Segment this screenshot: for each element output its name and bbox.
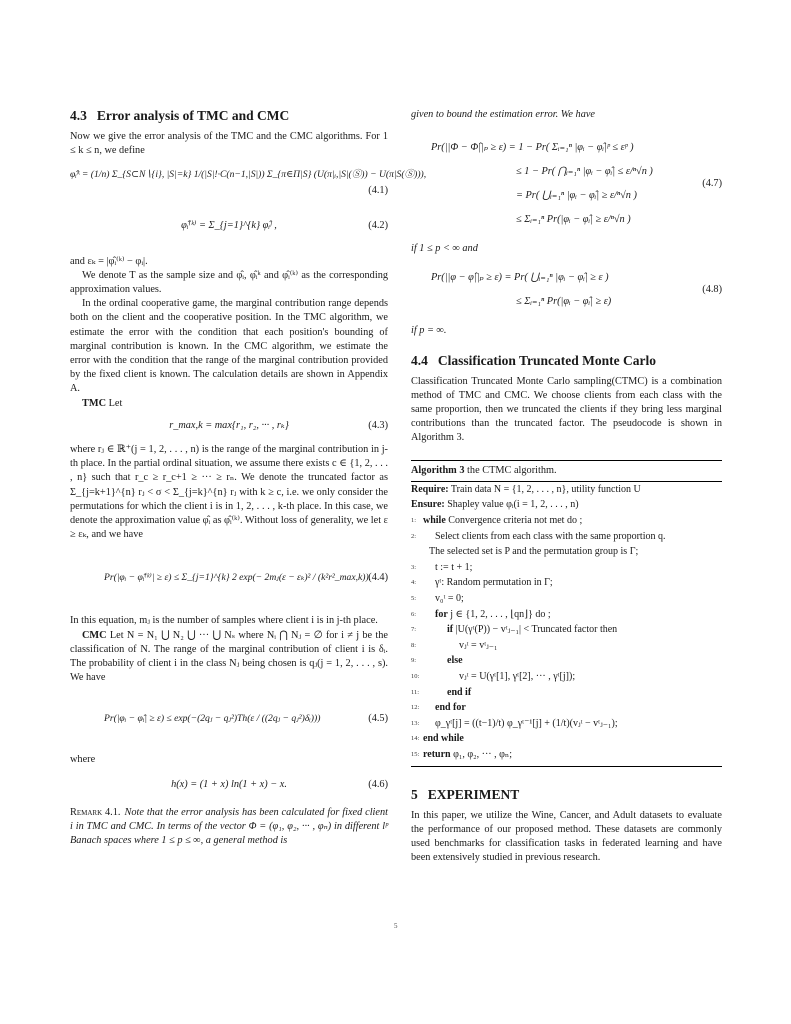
- section-heading-4-3: 4.3 Error analysis of TMC and CMC: [70, 108, 290, 123]
- algorithm-line: [411, 747, 722, 763]
- denote-paragraph: We denote T as the sample size and φ̂ᵢ, φ̂ᵢᵏ and φ̂ᵢ⁽ᵏ⁾ as the corresponding approximation values.: [70, 269, 388, 296]
- equation-4-8: Pr(||φ − φ̂||ₚ ≥ ε) = Pr( ⋃ᵢ₌₁ⁿ |φᵢ − φ̂ᵢ| ≥ ε ) ≤ Σᵢ₌₁ⁿ Pr(|φᵢ − φ̂ᵢ| ≥ ε) (4.8): [411, 266, 722, 314]
- algorithm-keyword: while: [423, 515, 446, 527]
- algorithm-text: j ∈ {1, 2, . . . , ⌊qn⌋} do ;: [447, 608, 551, 620]
- equation-4-7-line: = Pr( ⋃ᵢ₌₁ⁿ |φᵢ − φ̂ᵢ| ≥ ε/ⁿ√n ): [516, 190, 637, 202]
- equation-4-8-line: Pr(||φ − φ̂||ₚ ≥ ε) = Pr( ⋃ᵢ₌₁ⁿ |φᵢ − φ̂ᵢ| ≥ ε ): [431, 272, 609, 284]
- algorithm-keyword: end for: [435, 702, 466, 714]
- algorithm-text: vⱼᵗ = vᵗⱼ₋₁: [459, 639, 498, 651]
- algorithm-text: γᵗ: Random permutation in Γ;: [435, 577, 553, 589]
- where-paragraph: where rⱼ ∈ ℝ⁺(j = 1, 2, . . . , n) is the range of the marginal contribution in j-th place. In the partial ordinal situation, we assume there exists c ∈ {1, 2, . . . , n} such that r_c ≥ r_c+1 ≥ ··· ≥ rₙ. We denote the truncated factor as Σ_{j=k+1}^{n} rⱼ < σ < Σ_{j=k}^{n} rⱼ with k ≥ c, i.e. we only consider the permutations for which the client i is in 1, 2, . . . , k-th place. In this case, we denote the approximation value φ̂ᵢ as φ̂ᵢ⁽ᵏ⁾. Without loss of generality, we let ε ≥ εₖ, and we have: [70, 444, 388, 541]
- algorithm-text: Shapley value φᵢ(i = 1, 2, . . . , n): [444, 499, 579, 511]
- algorithm-line-number: 11:: [411, 688, 420, 696]
- algorithm-line: [411, 716, 722, 732]
- algorithm-text: vⱼᵗ = U(γᵗ[1], γᵗ[2], ··· , γᵗ[j]);: [459, 670, 576, 682]
- algorithm-line-number: 6:: [411, 610, 417, 618]
- algorithm-line: [411, 669, 722, 685]
- algorithm-line-number: 15:: [411, 750, 420, 758]
- if-p-finite-line: if 1 ≤ p < ∞ and: [411, 243, 478, 255]
- ordinal-paragraph: In the ordinal cooperative game, the marginal contribution range depends both on the client and the cooperative position. In the TMC algorithm, we estimate the error with the condition that each position's bounding of marginal contribution is known. In the CMC algorithm, we estimate the error with the condition that the range of the marginal contribution provided by the fixed client is known. The calculation details are shown in Appendix A.: [70, 298, 388, 395]
- algorithm-line-number: 10:: [411, 672, 420, 680]
- algorithm-line: [411, 575, 722, 591]
- ctmc-paragraph: Classification Truncated Monte Carlo sampling(CTMC) is a combination method of TMC and CMC. We choose clients from each class with the same proportion, then we truncated the clients if they bring less marginal contributions than the truncated factor. The pseudocode is shown in Algorithm 3.: [411, 375, 722, 444]
- algorithm-keyword: Require:: [411, 483, 449, 495]
- algorithm-line: [411, 497, 722, 513]
- algorithm-line: [411, 513, 722, 529]
- algorithm-line: [411, 638, 722, 654]
- algorithm-caption: Algorithm 3 the CTMC algorithm.: [411, 461, 722, 482]
- algorithm-line-number: 4:: [411, 579, 417, 587]
- algorithm-line-number: 3:: [411, 563, 417, 571]
- and-epsilon-line: and εₖ = |φ̂ᵢ⁽ᵏ⁾ − φᵢ|.: [70, 255, 148, 267]
- equation-4-5: Pr(|φᵢ − φ̂ᵢ| ≥ ε) ≤ exp(−(2qⱼ − qⱼ²)Th(ε / ((2qⱼ − qⱼ²)δᵢ))) (4.5): [104, 713, 388, 725]
- algorithm-keyword: for: [435, 608, 448, 620]
- right-column: [411, 108, 722, 865]
- intro-paragraph: Now we give the error analysis of the TMC and the CMC algorithms. For 1 ≤ k ≤ n, we define: [70, 131, 388, 157]
- algorithm-text: The selected set is P and the permutation group is Γ;: [429, 546, 639, 558]
- page-number: 5: [394, 922, 398, 930]
- algorithm-line-number: 5:: [411, 594, 417, 602]
- remark-4-1: Remark 4.1. Note that the error analysis has been calculated for fixed client i in TMC and CMC. In terms of the vector Φ = (φ₁, φ₂, ··· , φₙ) in different lᵖ Banach spaces where 1 ≤ p ≤ ∞, a general method is: [70, 806, 388, 847]
- algorithm-keyword: end if: [447, 686, 472, 698]
- algorithm-line-number: 9:: [411, 657, 417, 665]
- equation-4-1: φ̂ᵢᵏ = (1/n) Σ_{S⊂N∖{i}, |S|=k} 1/(|S|!·C(n−1,|S|)) Σ_{π∈Π|S} (U(π|ᵢ,|S|(Ⓢ)) − U(π|S(Ⓢ))), (4.1): [70, 169, 427, 197]
- algorithm-line: [411, 544, 722, 560]
- algorithm-line: [411, 653, 722, 669]
- equation-4-7-line: ≤ 1 − Pr( ⋂ᵢ₌₁ⁿ |φᵢ − φ̂ᵢ| ≤ ε/ⁿ√n ): [516, 166, 653, 178]
- algorithm-keyword: else: [447, 655, 463, 667]
- algorithm-line-number: 12:: [411, 704, 420, 712]
- algorithm-lines: [411, 482, 722, 763]
- in-this-equation-paragraph: In this equation, mⱼ is the number of samples where client i is in j-th place.: [70, 615, 378, 627]
- algorithm-line: [411, 731, 722, 747]
- equation-4-7: Pr(||Φ − Φ̂||ₚ ≥ ε) = 1 − Pr( Σᵢ₌₁ⁿ |φᵢ − φ̂ᵢ|ᵖ ≤ εᵖ ) ≤ 1 − Pr( ⋂ᵢ₌₁ⁿ |φᵢ − φ̂ᵢ| ≤ ε/ⁿ√n ) = Pr( ⋃ᵢ₌₁ⁿ |φᵢ − φ̂ᵢ| ≥ ε/ⁿ√n ) ≤ Σᵢ₌₁ⁿ Pr(|φᵢ − φ̂ᵢ| ≥ ε/ⁿ√n ) (4.7): [411, 136, 722, 232]
- algorithm-line: [411, 529, 722, 545]
- algorithm-line: [411, 622, 722, 638]
- algorithm-line: [411, 482, 722, 498]
- algorithm-3: [411, 460, 722, 767]
- algorithm-keyword: end while: [423, 733, 464, 745]
- algorithm-keyword: return: [423, 748, 451, 760]
- cmc-paragraph: CMC Let N = N₁ ⋃ N₂ ⋃ ··· ⋃ Nₛ where Nᵢ ⋂ Nⱼ = ∅ for i ≠ j be the classification of N. The range of the marginal contribution of client i is δᵢ. The probability of client i in the class Nⱼ being chosen is qⱼ(j = 1, 2, . . . , s). We have: [70, 629, 388, 684]
- algorithm-line-number: 7:: [411, 626, 417, 634]
- where-line: where: [70, 754, 96, 766]
- algorithm-text: Convergence criteria not met do ;: [445, 515, 583, 527]
- algorithm-text: |U(γᵗ(P)) − vᵗⱼ₋₁| < Truncated factor then: [453, 624, 618, 636]
- section-heading-4-4: 4.4 Classification Truncated Monte Carlo: [411, 352, 656, 368]
- tmc-let-line: TMC Let: [82, 397, 123, 409]
- algorithm-line-number: 8:: [411, 641, 417, 649]
- algorithm-line-number: 1:: [411, 517, 417, 525]
- algorithm-line-number: 2:: [411, 532, 417, 540]
- equation-4-7-lines: [411, 136, 722, 232]
- algorithm-text: v₀ᵗ = 0;: [435, 592, 464, 604]
- algorithm-text: t := t + 1;: [435, 561, 473, 573]
- equation-4-2: φ̂ᵢ⁽ᵏ⁾ = Σ_{j=1}^{k} φ̂ᵢʲ , (4.2): [181, 219, 388, 231]
- algorithm-line: [411, 685, 722, 701]
- algorithm-text: φ₁, φ₂, ··· , φₙ;: [450, 748, 512, 760]
- algorithm-keyword: if: [447, 624, 454, 636]
- equation-4-7-line: ≤ Σᵢ₌₁ⁿ Pr(|φᵢ − φ̂ᵢ| ≥ ε/ⁿ√n ): [516, 214, 631, 226]
- experiment-paragraph: In this paper, we utilize the Wine, Cancer, and Adult datasets to evaluate the performance of our proposed method. These datasets are commonly used benchmarks for classification tasks in federated learning and have been extensively studied in previous research.: [411, 809, 722, 864]
- given-line: given to bound the estimation error. We have: [411, 109, 595, 120]
- algorithm-keyword: Ensure:: [411, 499, 445, 511]
- algorithm-line-number: 13:: [411, 719, 420, 727]
- equation-4-7-line: Pr(||Φ − Φ̂||ₚ ≥ ε) = 1 − Pr( Σᵢ₌₁ⁿ |φᵢ − φ̂ᵢ|ᵖ ≤ εᵖ ): [431, 142, 634, 154]
- equation-4-8-lines: [411, 266, 722, 314]
- algorithm-line: [411, 700, 722, 716]
- equation-4-6: h(x) = (1 + x) ln(1 + x) − x. (4.6): [171, 778, 388, 790]
- equation-4-3: r_max,k = max{r₁, r₂, ··· , rₖ} (4.3): [169, 419, 388, 431]
- equation-4-8-line: ≤ Σᵢ₌₁ⁿ Pr(|φᵢ − φ̂ᵢ| ≥ ε): [516, 296, 612, 308]
- algorithm-text: Select clients from each class with the same proportion q.: [435, 530, 666, 542]
- equation-4-4: Pr(|φᵢ − φ̂ᵢ⁽ᵏ⁾| ≥ ε) ≤ Σ_{j=1}^{k} 2 exp(− 2mⱼ(ε − εₖ)² / (k²r²_max,k)). (4.4): [104, 572, 388, 584]
- algorithm-text: φ_γᵗ[j] = ((t−1)/t) φ_γᵗ⁻¹[j] + (1/t)(vⱼᵗ − vᵗⱼ₋₁);: [435, 717, 618, 729]
- algorithm-line: [411, 591, 722, 607]
- algorithm-line: [411, 607, 722, 623]
- if-p-inf-line: if p = ∞.: [411, 325, 447, 337]
- section-heading-5: 5 EXPERIMENT: [411, 786, 520, 802]
- algorithm-line: [411, 560, 722, 576]
- algorithm-text: Train data N = {1, 2, . . . , n}, utility function U: [448, 483, 641, 495]
- algorithm-line-number: 14:: [411, 735, 420, 743]
